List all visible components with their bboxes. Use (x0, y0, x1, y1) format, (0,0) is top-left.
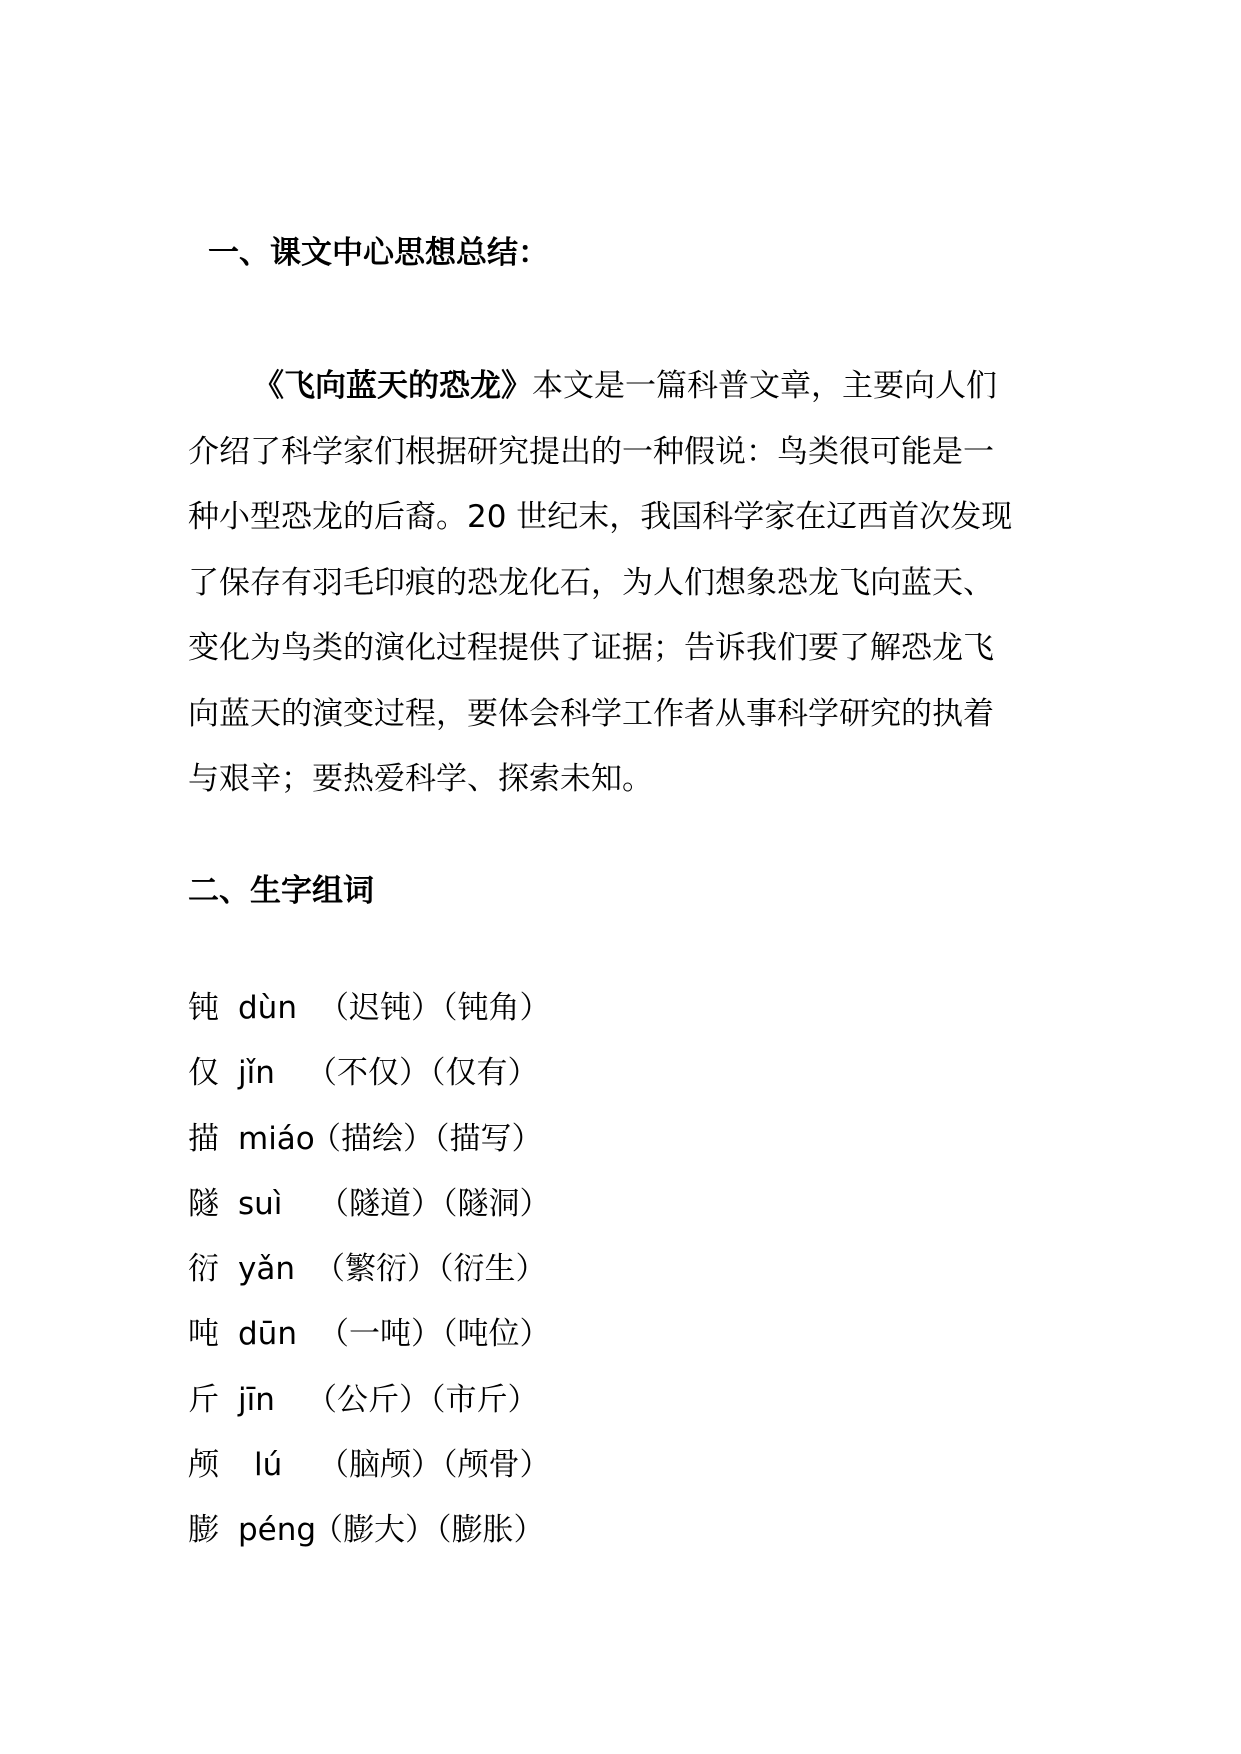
list-item (188, 1498, 788, 1563)
summary-line: 向蓝天的演变过程，要体会科学工作者从事科学研究的执着 (188, 695, 994, 732)
vocab-pinyin: dūn (238, 1316, 297, 1353)
vocab-words: （繁衍）（衍生） (314, 1251, 547, 1288)
vocab-words: （膨大）（膨胀） (312, 1512, 545, 1549)
vocab-character: 膨 (188, 1512, 219, 1549)
vocab-pinyin: dùn (238, 990, 297, 1026)
summary-line: 介绍了科学家们根据研究提出的一种假说：鸟类很可能是一 (188, 433, 994, 470)
vocab-pinyin: jīn (238, 1381, 275, 1418)
vocabulary-list (188, 976, 788, 1564)
vocab-words: （迟钝）（钝角） (318, 990, 551, 1026)
vocab-character: 颅 (188, 1447, 219, 1484)
vocab-character: 仅 (188, 1055, 219, 1092)
vocab-words: （公斤）（市斤） (306, 1381, 539, 1418)
vocab-character: 钝 (188, 990, 219, 1026)
article-title: 《飞向蓝天的恐龙》 (253, 368, 532, 404)
list-item (188, 1433, 788, 1498)
vocab-character: 隧 (188, 1185, 219, 1222)
vocab-words: （一吨）（吨位） (318, 1316, 551, 1353)
vocab-character: 斤 (188, 1381, 219, 1418)
list-item (188, 1041, 788, 1106)
summary-line: 与艰辛；要热爱科学、探索未知。 (188, 761, 653, 797)
vocab-pinyin: lú (254, 1447, 283, 1484)
summary-line-text: 本文是一篇科普文章，主要向人们 (532, 368, 997, 404)
vocab-words: （脑颅）（颅骨） (318, 1447, 551, 1484)
vocab-words: （描绘）（描写） (310, 1120, 543, 1157)
list-item (188, 1368, 788, 1433)
vocab-character: 吨 (188, 1316, 219, 1353)
vocab-words: （不仅）（仅有） (306, 1055, 539, 1092)
list-item (188, 1302, 788, 1367)
vocab-character: 描 (188, 1120, 219, 1157)
list-item (188, 1172, 788, 1237)
list-item (188, 1237, 788, 1302)
summary-line: 变化为鸟类的演化过程提供了证据；告诉我们要了解恐龙飞 (188, 630, 994, 666)
section-heading-summary: 一、课文中心思想总结： (208, 235, 549, 271)
summary-line: 了保存有羽毛印痕的恐龙化石，为人们想象恐龙飞向蓝天、 (188, 564, 994, 601)
vocab-pinyin: jǐn (238, 1055, 275, 1092)
summary-paragraph (188, 354, 1088, 813)
vocab-pinyin: suì (238, 1185, 283, 1222)
vocab-words: （隧道）（隧洞） (318, 1185, 551, 1222)
list-item (188, 1107, 788, 1172)
vocab-pinyin: yǎn (238, 1251, 295, 1288)
summary-line: 种小型恐龙的后裔。20 世纪末，我国科学家在辽西首次发现 (188, 499, 1013, 535)
vocab-pinyin: miáo (238, 1120, 315, 1157)
section-heading-vocabulary: 二、生字组词 (188, 873, 374, 909)
summary-line (188, 354, 1088, 420)
list-item (188, 976, 788, 1041)
vocab-character: 衍 (188, 1251, 219, 1288)
vocab-pinyin: péng (238, 1512, 317, 1549)
